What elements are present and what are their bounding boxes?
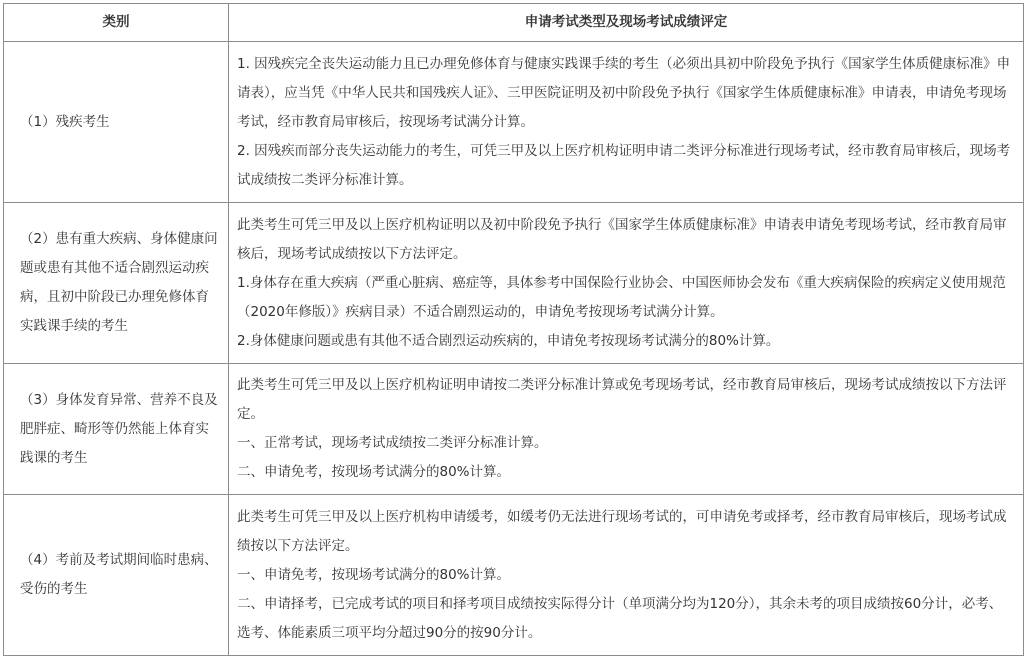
table-row [4,203,1024,364]
category-cell: （4）考前及考试期间临时患病、受伤的考生 [4,495,229,656]
evaluation-line: 2.身体健康问题或患有其他不适合剧烈运动疾病的，申请免考按现场考试满分的80%计算。 [237,332,780,349]
evaluation-line: 1.身体存在重大疾病（严重心脏病、癌症等，具体参考中国保险行业协会、中国医师协会发布《重大疾病保险的疾病定义使用规范（2020年修版）》疾病目录）不适合剧烈运动的，申请免考按现场考试满分计算。 [237,274,1006,320]
evaluation-cell [229,495,1024,656]
header-evaluation: 申请考试类型及现场考试成绩评定 [229,4,1024,42]
evaluation-line: 此类考生可凭三甲及以上医疗机构申请缓考，如缓考仍无法进行现场考试的，可申请免考或择考，经市教育局审核后，现场考试成绩按以下方法评定。 [237,508,1007,554]
evaluation-line: 此类考生可凭三甲及以上医疗机构证明申请按二类评分标准计算或免考现场考试，经市教育局审核后，现场考试成绩按以下方法评定。 [237,377,1007,422]
evaluation-line: 此类考生可凭三甲及以上医疗机构证明以及初中阶段免予执行《国家学生体质健康标准》申请表申请免考现场考试，经市教育局审核后，现场考试成绩按以下方法评定。 [237,216,1007,262]
category-cell: （2）患有重大疾病、身体健康问题或患有其他不适合剧烈运动疾病，且初中阶段已办理免修体育实践课手续的考生 [4,203,229,364]
table-row [4,42,1024,203]
evaluation-line: 二、申请择考，已完成考试的项目和择考项目成绩按实际得分计（单项满分均为120分），其余未考的项目成绩按60分计，必考、选考、体能素质三项平均分超过90分的按90分计。 [237,595,1003,641]
evaluation-cell [229,203,1024,364]
table-row [4,495,1024,656]
evaluation-line: 二、申请免考，按现场考试满分的80%计算。 [237,464,511,480]
table-header-row [4,4,1024,42]
evaluation-cell [229,42,1024,203]
category-cell: （3）身体发育异常、营养不良及肥胖症、畸形等仍然能上体育实践课的考生 [4,364,229,495]
evaluation-line: 1. 因残疾完全丧失运动能力且已办理免修体育与健康实践课手续的考生（必须出具初中阶段免予执行《国家学生体质健康标准》申请表），应当凭《中华人民共和国残疾人证》、三甲医院证明及初中阶段免予执行《国家学生体质健康标准》申请表，申请免考现场考试，经市教育局审核后，按现场考试满分计算。 [237,55,1011,130]
exam-rules-table [3,3,1024,656]
evaluation-line: 一、正常考试，现场考试成绩按二类评分标准计算。 [237,435,548,451]
evaluation-line: 2. 因残疾而部分丧失运动能力的考生，可凭三甲及以上医疗机构证明申请二类评分标准进行现场考试，经市教育局审核后，现场考试成绩按二类评分标准计算。 [237,142,1011,188]
category-cell: （1）残疾考生 [4,42,229,203]
evaluation-cell [229,364,1024,495]
table-row [4,364,1024,495]
header-category: 类别 [4,4,229,42]
evaluation-line: 一、申请免考，按现场考试满分的80%计算。 [237,566,511,583]
